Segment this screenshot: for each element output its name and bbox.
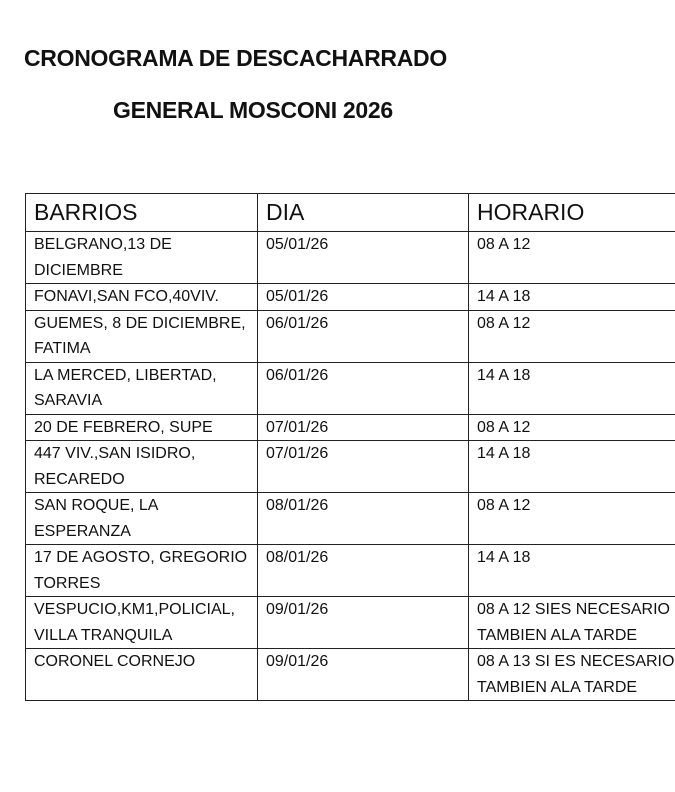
- cell-dia: 06/01/26: [258, 310, 469, 362]
- table-header-row: [26, 194, 675, 232]
- header-dia: DIA: [258, 194, 469, 232]
- cell-barrios: 17 DE AGOSTO, GREGORIO TORRES: [26, 545, 258, 597]
- cell-horario: 08 A 12: [469, 232, 675, 284]
- cell-horario: 14 A 18: [469, 362, 675, 414]
- cell-barrios: VESPUCIO,KM1,POLICIAL, VILLA TRANQUILA: [26, 597, 258, 649]
- table-row: [26, 284, 675, 311]
- cell-barrios: LA MERCED, LIBERTAD, SARAVIA: [26, 362, 258, 414]
- header-horario: HORARIO: [469, 194, 675, 232]
- cell-horario: 14 A 18: [469, 441, 675, 493]
- cell-dia: 07/01/26: [258, 441, 469, 493]
- cell-horario: 08 A 12: [469, 414, 675, 441]
- cell-barrios: FONAVI,SAN FCO,40VIV.: [26, 284, 258, 311]
- table-row: [26, 414, 675, 441]
- table-row: [26, 545, 675, 597]
- table-row: [26, 441, 675, 493]
- cell-horario: 14 A 18: [469, 284, 675, 311]
- table-row: [26, 649, 675, 701]
- cell-barrios: CORONEL CORNEJO: [26, 649, 258, 701]
- cell-barrios: GUEMES, 8 DE DICIEMBRE, FATIMA: [26, 310, 258, 362]
- cell-horario: 14 A 18: [469, 545, 675, 597]
- document-subtitle: GENERAL MOSCONI 2026: [113, 97, 393, 123]
- cell-horario: 08 A 13 SI ES NECESARIO TAMBIEN ALA TARDE: [469, 649, 675, 701]
- cell-dia: 05/01/26: [258, 284, 469, 311]
- table-row: [26, 362, 675, 414]
- cell-dia: 09/01/26: [258, 597, 469, 649]
- table-row: [26, 597, 675, 649]
- cell-barrios: 20 DE FEBRERO, SUPE: [26, 414, 258, 441]
- cell-dia: 06/01/26: [258, 362, 469, 414]
- cell-dia: 08/01/26: [258, 493, 469, 545]
- schedule-table: [25, 193, 675, 701]
- table-row: [26, 493, 675, 545]
- cell-dia: 05/01/26: [258, 232, 469, 284]
- cell-horario: 08 A 12: [469, 493, 675, 545]
- document-title: CRONOGRAMA DE DESCACHARRADO: [24, 45, 447, 71]
- cell-dia: 09/01/26: [258, 649, 469, 701]
- cell-dia: 07/01/26: [258, 414, 469, 441]
- table-row: [26, 232, 675, 284]
- cell-barrios: BELGRANO,13 DE DICIEMBRE: [26, 232, 258, 284]
- table-row: [26, 310, 675, 362]
- cell-dia: 08/01/26: [258, 545, 469, 597]
- cell-barrios: SAN ROQUE, LA ESPERANZA: [26, 493, 258, 545]
- cell-horario: 08 A 12 SIES NECESARIO TAMBIEN ALA TARDE: [469, 597, 675, 649]
- cell-barrios: 447 VIV.,SAN ISIDRO, RECAREDO: [26, 441, 258, 493]
- cell-horario: 08 A 12: [469, 310, 675, 362]
- header-barrios: BARRIOS: [26, 194, 258, 232]
